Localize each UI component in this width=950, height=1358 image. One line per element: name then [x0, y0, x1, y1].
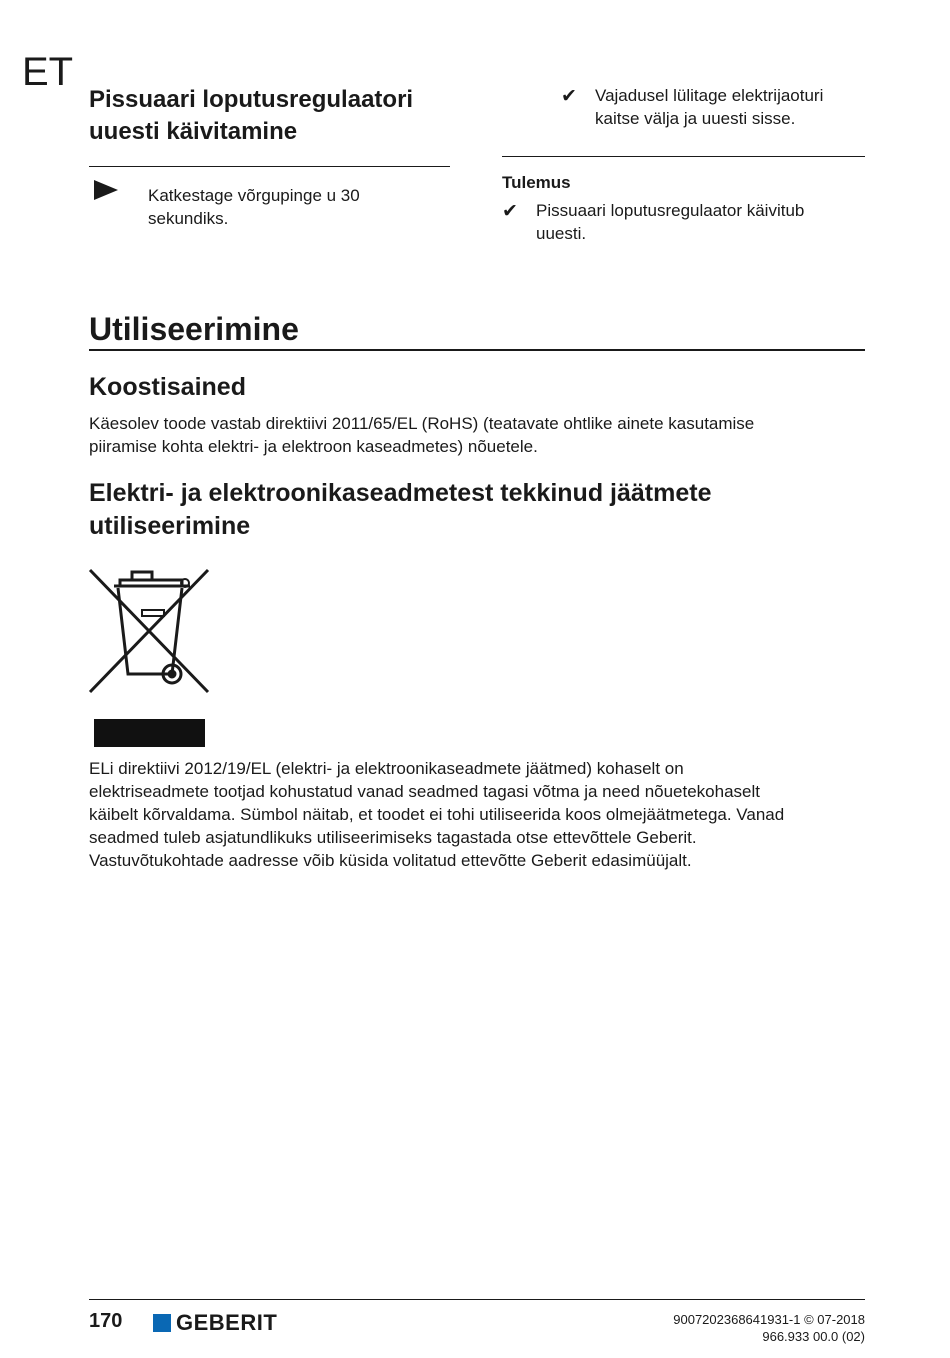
- result-label: Tulemus: [502, 173, 571, 192]
- restart-heading-line2: uuesti käivitamine: [89, 118, 298, 145]
- weee-text: [89, 757, 784, 872]
- weee-text-line: Vastuvõtukohtade aadresse võib küsida volitatud ettevõtte Geberit edasimüüjalt.: [89, 851, 692, 870]
- weee-heading-line2: utiliseerimine: [89, 512, 251, 540]
- check-icon-1: ✔: [561, 86, 577, 107]
- weee-text-line: elektriseadmete tootjad kohustatud vanad seadmed tagasi võtma ja need nõuetekohaselt: [89, 782, 761, 801]
- restart-heading-line1: Pissuaari loputusregulaatori: [89, 86, 414, 113]
- divider-left: [89, 166, 450, 167]
- disposal-divider: [89, 349, 865, 351]
- step-text-line1: Katkestage võrgupinge u 30: [148, 186, 360, 205]
- step-arrow-icon: [94, 180, 118, 200]
- check-icon-2: ✔: [502, 201, 518, 222]
- language-code: ET: [22, 50, 74, 94]
- weee-text-line: käibelt kõrvaldama. Sümbol näitab, et toodet ei tohi utiliseerida koos olmejäätmetega. Vanad: [89, 805, 785, 824]
- weee-text-line: ELi direktiivi 2012/19/EL (elektri- ja elektroonikaseadmete jäätmed) kohaselt on: [89, 759, 684, 778]
- weee-text-line: seadmed tuleb asjatundlikuks utiliseerimiseks tagastada otse ettevõttele Geberit.: [89, 828, 697, 847]
- check-text-2-line1: Pissuaari loputusregulaator käivitub: [536, 201, 805, 220]
- page-number: 170: [89, 1310, 123, 1332]
- check-text-2: [536, 199, 804, 245]
- weee-heading-line1: Elektri- ja elektroonikaseadmetest tekkinud jäätmete: [89, 479, 712, 507]
- ingredients-text-line2: piiramise kohta elektri- ja elektroon kaseadmetes) nõuetele.: [89, 437, 538, 456]
- weee-heading: [89, 477, 711, 543]
- divider-right: [502, 156, 865, 157]
- ingredients-text-line1: Käesolev toode vastab direktiivi 2011/65/EL (RoHS) (teatavate ohtlike ainete kasutamise: [89, 414, 755, 433]
- check-text-1-line2: kaitse välja ja uuesti sisse.: [595, 109, 796, 128]
- crossed-out-wheelie-bin-icon: [86, 566, 212, 696]
- ingredients-heading: Koostisained: [89, 373, 246, 401]
- doc-ref: 966.933 00.0 (02): [762, 1329, 865, 1344]
- doc-id: 9007202368641931-1 © 07-2018: [673, 1312, 865, 1327]
- check-text-1: [595, 84, 823, 130]
- check-text-2-line2: uuesti.: [536, 224, 587, 243]
- geberit-logo-text: GEBERIT: [176, 1310, 278, 1335]
- check-text-1-line1: Vajadusel lülitage elektrijaoturi: [595, 86, 824, 105]
- disposal-heading: Utiliseerimine: [89, 311, 299, 347]
- ingredients-text: [89, 412, 754, 458]
- black-bar-symbol: [94, 719, 205, 747]
- geberit-logo-square: [153, 1314, 171, 1332]
- restart-heading: [89, 84, 413, 148]
- geberit-logo: [153, 1310, 277, 1336]
- step-text: [148, 184, 360, 230]
- step-text-line2: sekundiks.: [148, 209, 229, 228]
- footer-divider: [89, 1299, 865, 1300]
- footer-doc-info: [600, 1311, 865, 1345]
